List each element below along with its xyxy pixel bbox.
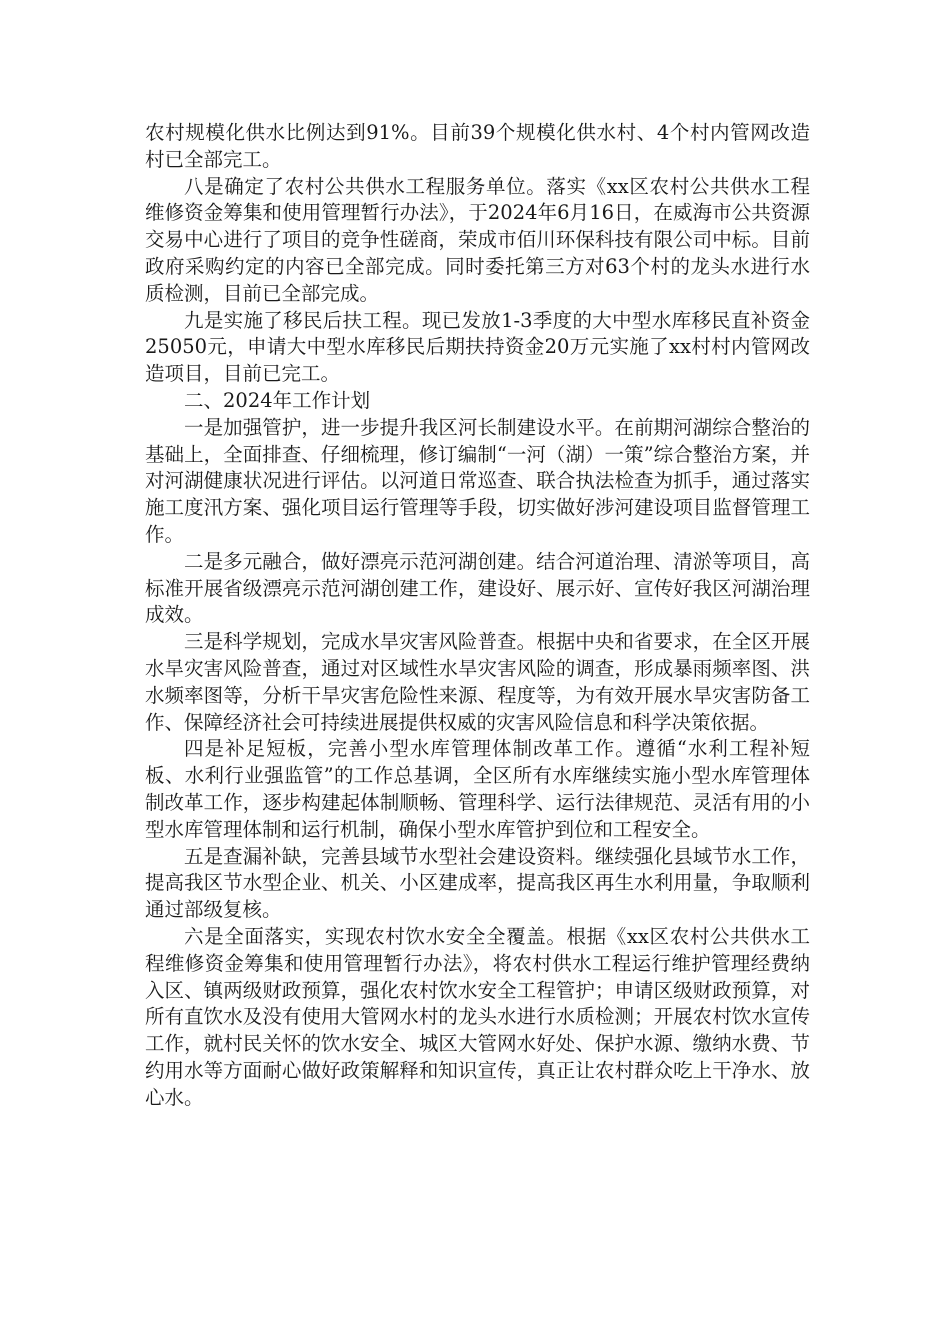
paragraph-plan-2: 二是多元融合，做好漂亮示范河湖创建。结合河道治理、清淤等项目，高标准开展省级漂亮示范河湖创建工作，建设好、展示好、宣传好我区河湖治理成效。 bbox=[145, 549, 810, 627]
paragraph-plan-4: 四是补足短板，完善小型水库管理体制改革工作。遵循“水利工程补短板、水利行业强监管”的工作总基调，全区所有水库继续实施小型水库管理体制改革工作，逐步构建起体制顺畅、管理科学、运行法律规范、灵活有用的小型水库管理体制和运行机制，确保小型水库管护到位和工程安全。 bbox=[145, 737, 810, 841]
paragraph-item-8: 八是确定了农村公共供水工程服务单位。落实《xx区农村公共供水工程维修资金筹集和使用管理暂行办法》，于2024年6月16日，在威海市公共资源交易中心进行了项目的竞争性磋商，荣成市佰川环保科技有限公司中标。目前政府采购约定的内容已全部完成。同时委托第三方对63个村的龙头水进行水质检测，目前已全部完成。 bbox=[145, 174, 810, 305]
paragraph-item-9: 九是实施了移民后扶工程。现已发放1-3季度的大中型水库移民直补资金25050元，申请大中型水库移民后期扶持资金20万元实施了xx村村内管网改造项目，目前已完工。 bbox=[145, 308, 810, 386]
section-heading-work-plan: 二、2024年工作计划 bbox=[184, 388, 371, 412]
paragraph-plan-3: 三是科学规划，完成水旱灾害风险普查。根据中央和省要求，在全区开展水旱灾害风险普查，通过对区域性水旱灾害风险的调查，形成暴雨频率图、洪水频率图等，分析干旱灾害危险性来源、程度等，为有效开展水旱灾害防备工作、保障经济社会可持续进展提供权威的灾害风险信息和科学决策依据。 bbox=[145, 630, 810, 734]
paragraph-continuation: 农村规模化供水比例达到91%。目前39个规模化供水村、4个村内管网改造村已全部完工。 bbox=[145, 121, 810, 171]
paragraph-plan-6: 六是全面落实，实现农村饮水安全全覆盖。根据《xx区农村公共供水工程维修资金筹集和使用管理暂行办法》，将农村供水工程运行维护管理经费纳入区、镇两级财政预算，强化农村饮水安全工程管护；申请区级财政预算，对所有直饮水及没有使用大管网水村的龙头水进行水质检测；开展农村饮水宣传工作，就村民关怀的饮水安全、城区大管网水好处、保护水源、缴纳水费、节约用水等方面耐心做好政策解释和知识宣传，真正让农村群众吃上干净水、放心水。 bbox=[145, 924, 810, 1109]
paragraph-plan-5: 五是查漏补缺，完善县域节水型社会建设资料。继续强化县域节水工作，提高我区节水型企业、机关、小区建成率，提高我区再生水利用量，争取顺利通过部级复核。 bbox=[145, 844, 810, 922]
paragraph-plan-1: 一是加强管护，进一步提升我区河长制建设水平。在前期河湖综合整治的基础上，全面排查、仔细梳理，修订编制“一河（湖）一策”综合整治方案，并对河湖健康状况进行评估。以河道日常巡查、联合执法检查为抓手，通过落实施工度汛方案、强化项目运行管理等手段，切实做好涉河建设项目监督管理工作。 bbox=[145, 415, 810, 546]
document-body bbox=[145, 120, 810, 1111]
